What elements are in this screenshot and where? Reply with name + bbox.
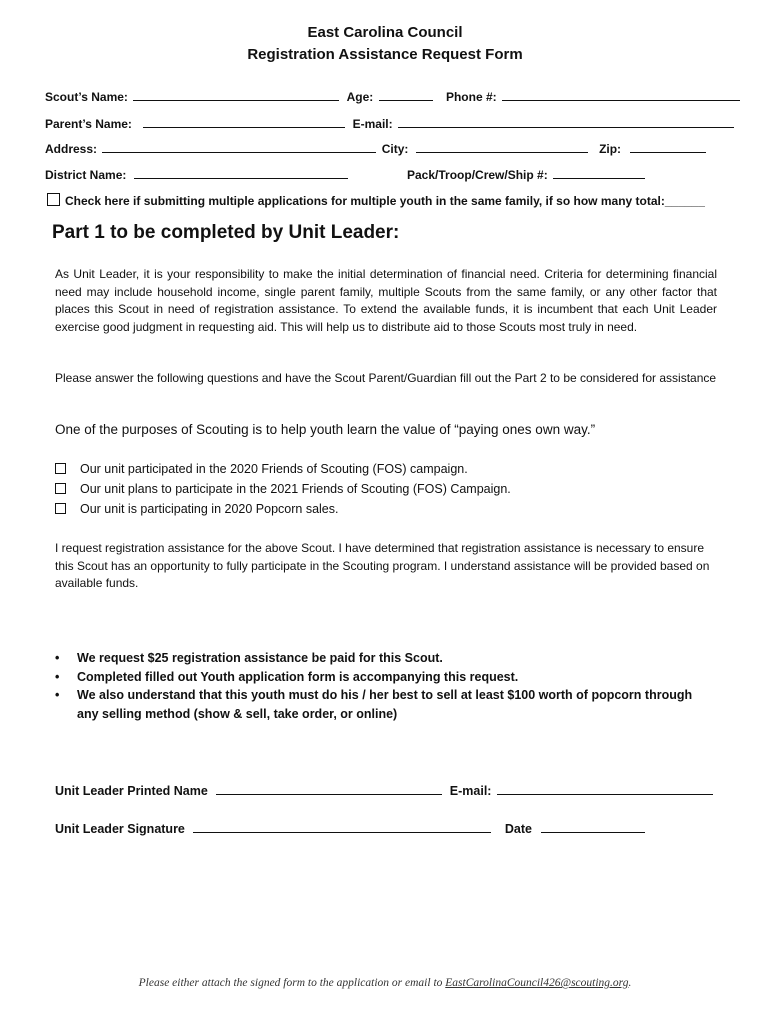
email-label: E-mail: <box>352 117 393 131</box>
row-district <box>45 166 348 182</box>
footer-email-link[interactable]: EastCarolinaCouncil426@scouting.org <box>445 977 629 989</box>
scout-name-label: Scout’s Name: <box>45 90 128 104</box>
bullet-dot-icon: • <box>55 651 60 665</box>
bullet-text: Completed filled out Youth application form is accompanying this request. <box>77 669 519 684</box>
parent-name-label: Parent’s Name: <box>45 117 132 131</box>
signature-label: Unit Leader Signature <box>55 822 185 836</box>
leader-email-label: E-mail: <box>449 784 492 798</box>
fos-2020-checkbox[interactable] <box>55 463 66 474</box>
city-label: City: <box>381 142 409 156</box>
popcorn-checkbox[interactable] <box>55 503 66 514</box>
zip-field[interactable] <box>630 140 706 153</box>
fos-2021-label: Our unit plans to participate in the 2021 Friends of Scouting (FOS) Campaign. <box>80 482 511 496</box>
city-field[interactable] <box>416 140 588 153</box>
bullet-item <box>55 668 715 687</box>
unit-label: Pack/Troop/Crew/Ship #: <box>407 168 548 182</box>
scout-name-field[interactable] <box>133 88 339 101</box>
bullet-text: We request $25 registration assistance be paid for this Scout. <box>77 651 443 665</box>
zip-label: Zip: <box>599 142 622 156</box>
printed-name-label: Unit Leader Printed Name <box>55 784 208 798</box>
email-field[interactable] <box>398 115 734 128</box>
printed-name-row <box>55 782 713 798</box>
signature-field[interactable] <box>193 820 491 833</box>
unit-field[interactable] <box>553 166 645 179</box>
part1-paragraph-1: As Unit Leader, it is your responsibility to make the initial determination of financial need. Criteria for determining financial need may include household income, single parent family, multiple Scouts from the same family, or any other factor that places this Scout in need of registration assistance. To extend the available funds, it is incumbent that each Unit Leader exercise good judgment in requesting aid. This will help us to distribute aid to those Scouts most truly in need. <box>55 267 717 334</box>
popcorn-label: Our unit is participating in 2020 Popcorn sales. <box>80 502 339 516</box>
footer-period: . <box>628 977 632 989</box>
part1-lead: One of the purposes of Scouting is to help youth learn the value of “paying ones own way.” <box>55 422 596 437</box>
part1-paragraph-3: I request registration assistance for the above Scout. I have determined that registration assistance is necessary to ensure this Scout has an opportunity to fully participate in the Scouting program. I understand assistance will be provided based on available funds. <box>55 541 710 590</box>
age-field[interactable] <box>379 88 433 101</box>
check-item-fos-2020 <box>55 462 468 476</box>
leader-email-field[interactable] <box>497 782 713 795</box>
bullet-item <box>55 649 715 668</box>
bullet-dot-icon: • <box>55 688 60 702</box>
age-label: Age: <box>346 90 374 104</box>
multiple-applications-label: Check here if submitting multiple applications for multiple youth in the same family, if so how many total:______ <box>65 194 705 208</box>
row-parent <box>45 115 734 131</box>
footer-text: Please either attach the signed form to the application or email to <box>138 977 443 989</box>
footer-note <box>0 977 770 989</box>
date-field[interactable] <box>541 820 645 833</box>
form-title: Registration Assistance Request Form <box>247 46 523 63</box>
phone-field[interactable] <box>502 88 740 101</box>
part1-heading: Part 1 to be completed by Unit Leader: <box>52 222 400 243</box>
district-name-label: District Name: <box>45 168 127 182</box>
part1-paragraph-2: Please answer the following questions and have the Scout Parent/Guardian fill out the Part 2 to be considered for assistance <box>55 371 717 385</box>
check-item-fos-2021 <box>55 482 511 496</box>
fos-2021-checkbox[interactable] <box>55 483 66 494</box>
multiple-applications-checkbox[interactable] <box>47 193 60 206</box>
phone-label: Phone #: <box>445 90 497 104</box>
request-bullets <box>55 649 715 723</box>
row-scout <box>45 88 740 104</box>
council-name: East Carolina Council <box>307 24 463 41</box>
signature-row <box>55 820 645 836</box>
row-unit <box>407 166 645 182</box>
check-item-popcorn <box>55 502 338 516</box>
bullet-item <box>55 686 715 723</box>
address-label: Address: <box>45 142 98 156</box>
address-field[interactable] <box>102 140 376 153</box>
district-name-field[interactable] <box>134 166 348 179</box>
fos-2020-label: Our unit participated in the 2020 Friends of Scouting (FOS) campaign. <box>80 462 468 476</box>
row-address <box>45 140 706 156</box>
parent-name-field[interactable] <box>143 115 345 128</box>
bullet-dot-icon: • <box>55 669 60 684</box>
date-label: Date <box>504 822 532 836</box>
bullet-text: We also understand that this youth must do his / her best to sell at least $100 worth of popcorn through any selling method (show & sell, take order, or online) <box>77 688 693 721</box>
multiple-applications-row <box>47 193 705 208</box>
printed-name-field[interactable] <box>216 782 442 795</box>
